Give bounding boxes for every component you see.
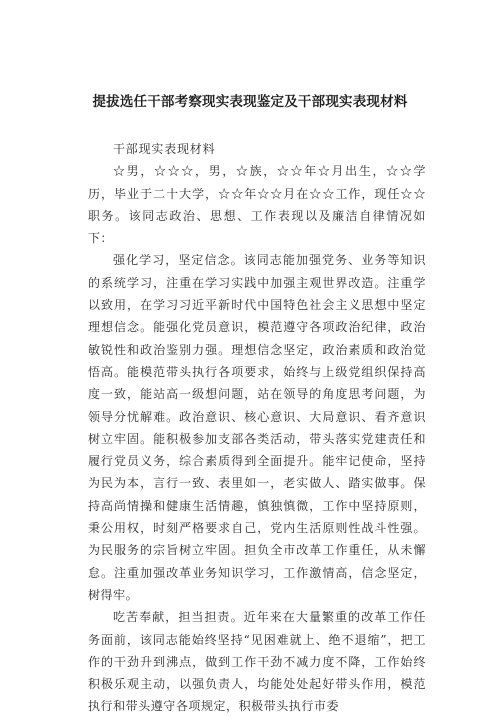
paragraph-dedication: 吃苦奉献，担当担责。近年来在大量繁重的改革工作任务面前，该同志能始终坚持“见困难就上、绝不退缩”，把工作的干劲升到沸点，做到工作干劲不减力度不降，工作始终积极乐观主动，以强负责人，均能处处起好带头作用，模范执行和带头遵守各项规定，积极带头执行市委 [88,610,426,714]
paragraph-study: 强化学习，坚定信念。该同志能加强党务、业务等知识的系统学习，注重在学习实践中加强主观世界改造。注重学以致用，在学习习近平新时代中国特色社会主义思想中坚定理想信念。能强化党员意识，模范遵守各项政治纪律，政治敏锐性和政治鉴别力强。理想信念坚定，政治素质和政治觉悟高。能模范带头执行各项要求，始终与上级党组织保持高度一致，能站高一级想问题，站在领导的角度思考问题，为领导分忧解难。政治意识、核心意识、大局意识、看齐意识树立牢固。能积极参加支部各类活动，带头落实党建责任和履行党员义务，综合素质得到全面提升。能牢记使命，坚持为民为本，言行一致、表里如一，老实做人、踏实做事。保持高尚情操和健康生活情趣，慎独慎微，工作中坚持原则，秉公用权，时刻严格要求自己，党内生活原则性战斗性强。为民服务的宗旨树立牢固。担负全市改革工作重任，从未懈怠。注重加强改革业务知识学习，工作激情高，信念坚定，树得牢。 [88,253,426,602]
document-body [88,138,426,718]
section-label: 干部现实表现材料 [113,142,216,156]
document-title: 提拔选任干部考察现实表现鉴定及干部现实表现材料 [92,94,408,110]
paragraph-intro: ☆男，☆☆☆，男，☆族，☆☆年☆月出生，☆☆学历，毕业于二十大学，☆☆年☆☆月在☆☆工作，现任☆☆职务。该同志政治、思想、工作表现以及廉洁自律情况如下： [88,164,426,246]
